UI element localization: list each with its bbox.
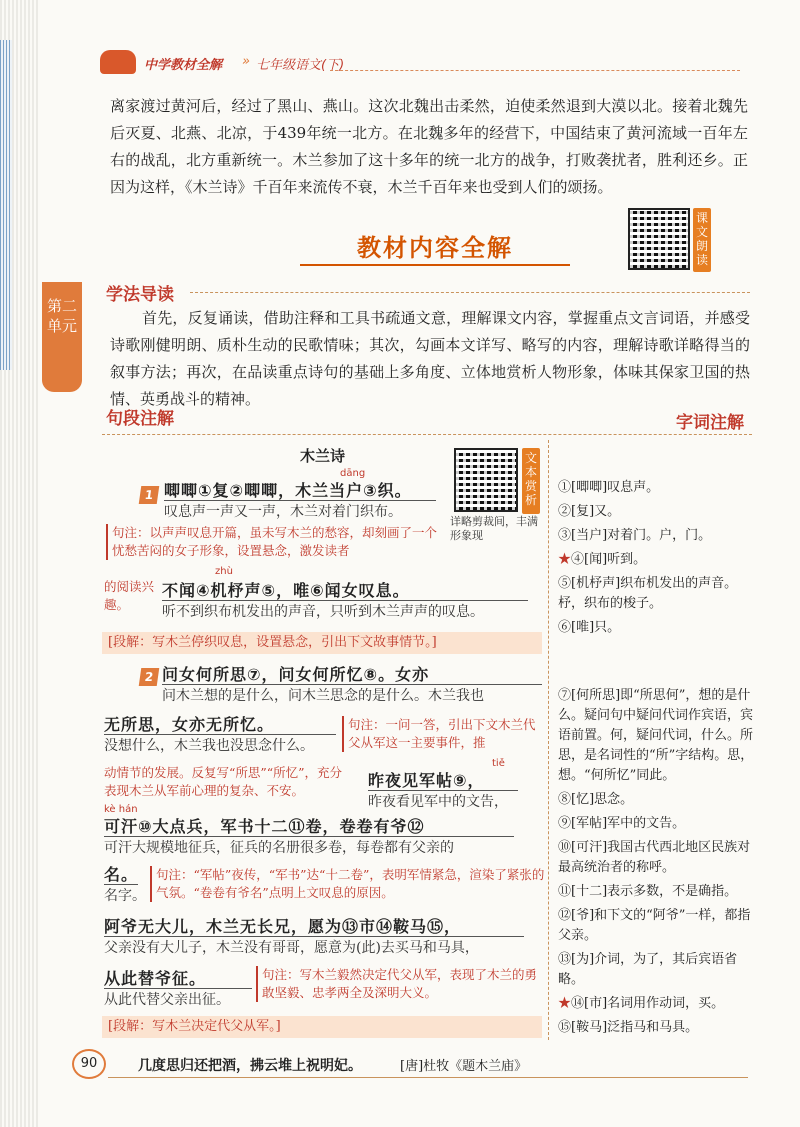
glossary-text: ①[唧唧]叹息声。 (558, 480, 660, 495)
poem-line-9: 从此替爷征。 (104, 969, 207, 988)
glossary-item (558, 686, 756, 786)
paragraph-badge-1: 1 (139, 486, 160, 504)
pinyin-tie: tiě (492, 758, 505, 769)
banner-title: 教材内容全解 (357, 234, 513, 262)
series-title: 中学教材全解 (144, 58, 223, 73)
column-separator (548, 440, 549, 1040)
translation-line-1: 叹息声一声又一声，木兰对着门织布。 (164, 504, 402, 520)
glossary-item (558, 950, 756, 990)
glossary-item (558, 478, 756, 498)
glossary-item (558, 882, 756, 902)
glossary-text: ②[复]又。 (558, 504, 621, 519)
pinyin-dang: dāng (340, 468, 366, 479)
poem-line-3: 问女何所思⑦，问女何所忆⑧。女亦 (162, 665, 430, 684)
glossary-item (558, 502, 756, 522)
footer-source: [唐]杜牧《题木兰庙》 (400, 1059, 528, 1074)
qr-code-icon[interactable] (628, 208, 690, 270)
glossary-text: ⑭[市]名词用作动词，买。 (571, 996, 725, 1011)
sentence-note-1: 句注：以声声叹息开篇，虽未写木兰的愁容，却刻画了一个忧愁苦闷的女子形象，设置悬念，激发读者 (106, 524, 442, 560)
pinyin-zhu: zhù (215, 566, 233, 577)
sentence-note-2-tail: 动情节的发展。反复写“所思”“所忆”，充分表现木兰从军前心理的复杂、不安。 (104, 765, 343, 798)
glossary-item (558, 814, 756, 834)
sentence-note-1-tail: 的阅读兴趣。 (104, 579, 155, 612)
poem-line-6: 可汗⑩大点兵，军书十二⑪卷，卷卷有爷⑫ (104, 817, 425, 836)
poem-line-8: 阿爷无大儿，木兰无长兄，愿为⑬市⑭鞍马⑮， (104, 917, 462, 936)
footer-divider (108, 1077, 748, 1078)
translation-line-4: 没想什么，木兰我也没思念什么。 (104, 738, 314, 754)
segment-note-2: [段解：写木兰决定代父从军。] (102, 1016, 542, 1038)
xuefa-text: 首先，反复诵读，借助注释和工具书疏通文意，理解课文内容，掌握重点文言词语，并感受诗歌刚健明朗、质朴生动的民歌情味；其次，勾画本文详写、略写的内容，理解诗歌详略得当的叙事方法；再次，在品读重点诗句的基础上多角度、立体地赏析人物形象，体味其保家卫国的热情、英勇战斗的精神。 (110, 309, 750, 408)
sentence-note-3: 句注：“军帖”夜传，“军书”达“十二卷”，表明军情紧急，渲染了紧张的气氛。“卷卷有爷名”点明上文叹息的原因。 (150, 866, 546, 902)
grade-title: 七年级语文(下) (256, 58, 345, 73)
qr-code-icon-2[interactable] (454, 448, 518, 512)
glossary-item (558, 994, 756, 1014)
translation-line-6: 可汗大规模地征兵，征兵的名册很多卷，每卷都有父亲的 (104, 840, 454, 856)
running-header (100, 52, 740, 74)
translation-line-7: 名字。 (104, 888, 146, 904)
glossary-text: ⑦[何所思]即“所思何”，想的是什么。疑问句中疑问代词作宾语，宾语前置。何，疑问代词，什么。所思，是名词性的“所”字结构。思，想。“何所忆”同此。 (558, 688, 754, 783)
translation-line-9: 从此代替父亲出征。 (104, 992, 230, 1008)
poem-line-1: 唧唧①复②唧唧，木兰当户③织。 (164, 481, 412, 500)
xuefa-divider (190, 292, 750, 293)
star-icon: ★ (558, 552, 572, 567)
qr-tag-reading: 课文朗读 (693, 208, 711, 272)
poem-line-2: 不闻④机杼声⑤，唯⑥闻女叹息。 (162, 581, 410, 600)
translation-line-2: 听不到织布机发出的声音，只听到木兰声声的叹息。 (162, 604, 484, 620)
banner-underline (300, 264, 570, 266)
poem-line-7: 名。 (104, 865, 139, 884)
glossary-item (558, 838, 756, 878)
glossary-text: ⑫[爷]和下文的“阿爷”一样，都指父亲。 (558, 908, 751, 943)
left-column-title: 句段注解 (106, 409, 174, 429)
glossary-text: ⑩[可汗]我国古代西北地区民族对最高统治者的称呼。 (558, 840, 751, 875)
glossary-text: ⑧[忆]思念。 (558, 792, 634, 807)
glossary-text: ⑨[军帖]军中的文告。 (558, 816, 686, 831)
segment-note-1: [段解：写木兰停织叹息，设置悬念，引出下文故事情节。] (102, 632, 542, 654)
poem-line-4: 无所思，女亦无所忆。 (104, 715, 275, 734)
translation-line-5: 昨夜看见军中的文告， (368, 794, 508, 810)
glossary-item (558, 574, 756, 614)
glossary-item (558, 790, 756, 810)
qr-caption: 详略剪裁间，丰满形象现 (450, 515, 538, 542)
right-column-title: 字词注解 (676, 413, 744, 433)
star-icon: ★ (558, 996, 572, 1011)
glossary-text: ④[闻]听到。 (571, 552, 647, 567)
xuefa-title: 学法导读 (106, 285, 174, 305)
glossary-item (558, 618, 756, 638)
glossary-list (558, 478, 756, 1042)
translation-line-3: 问木兰想的是什么，问木兰思念的是什么。木兰我也 (162, 688, 484, 704)
page-number: 90 (72, 1049, 106, 1079)
poem-title: 木兰诗 (300, 447, 346, 465)
header-divider (330, 70, 740, 71)
pinyin-kehan: kè hán (104, 804, 138, 815)
glossary-text: ⑮[鞍马]泛指马和马具。 (558, 1020, 699, 1035)
glossary-text: ⑥[唯]只。 (558, 620, 621, 635)
unit-tab: 第二单元 (42, 282, 82, 392)
glossary-item (558, 550, 756, 570)
poem-line-5: 昨夜见军帖⑨， (368, 771, 485, 790)
intro-paragraph: 离家渡过黄河后，经过了黑山、燕山。这次北魏出击柔然，迫使柔然退到大漠以北。接着北魏先后灭夏、北燕、北凉，于439年统一北方。在北魏多年的经营下，中国结束了黄河流域一百年左右的战乱，北方重新统一。木兰参加了这十多年的统一北方的战争，打败袭扰者，胜利还乡。正因为这样，《木兰诗》千百年来流传不衰，木兰千百年来也受到人们的颂扬。 (110, 97, 748, 196)
paragraph-badge-2: 2 (139, 668, 160, 686)
sentence-note-4: 句注：写木兰毅然决定代父从军，表现了木兰的勇敢坚毅、忠孝两全及深明大义。 (256, 966, 546, 1002)
chevron-right-icon: » (242, 54, 251, 69)
glossary-text: ③[当户]对着门。户，门。 (558, 528, 712, 543)
glossary-text: ⑪[十二]表示多数，不是确指。 (558, 884, 738, 899)
qr-tag-analysis: 文本赏析 (522, 448, 540, 514)
book-logo-icon (100, 50, 136, 74)
glossary-text: ⑤[机杼声]织布机发出的声音。杼，织布的梭子。 (558, 576, 738, 611)
page-footer (72, 1045, 752, 1081)
footer-quote: 几度思归还把酒，拂云堆上祝明妃。 (138, 1058, 362, 1074)
section-banner (300, 228, 570, 268)
sentence-note-2: 句注：一问一答，引出下文木兰代父从军这一主要事件，推 (342, 716, 544, 752)
glossary-item (558, 526, 756, 546)
translation-line-8: 父亲没有大儿子，木兰没有哥哥，愿意为(此)去买马和马具， (104, 940, 479, 956)
glossary-text: ⑬[为]介词，为了，其后宾语省略。 (558, 952, 738, 987)
column-header-divider (102, 434, 752, 435)
page-stack-edge-blue (0, 40, 12, 370)
glossary-item (558, 906, 756, 946)
glossary-item (558, 1018, 756, 1038)
